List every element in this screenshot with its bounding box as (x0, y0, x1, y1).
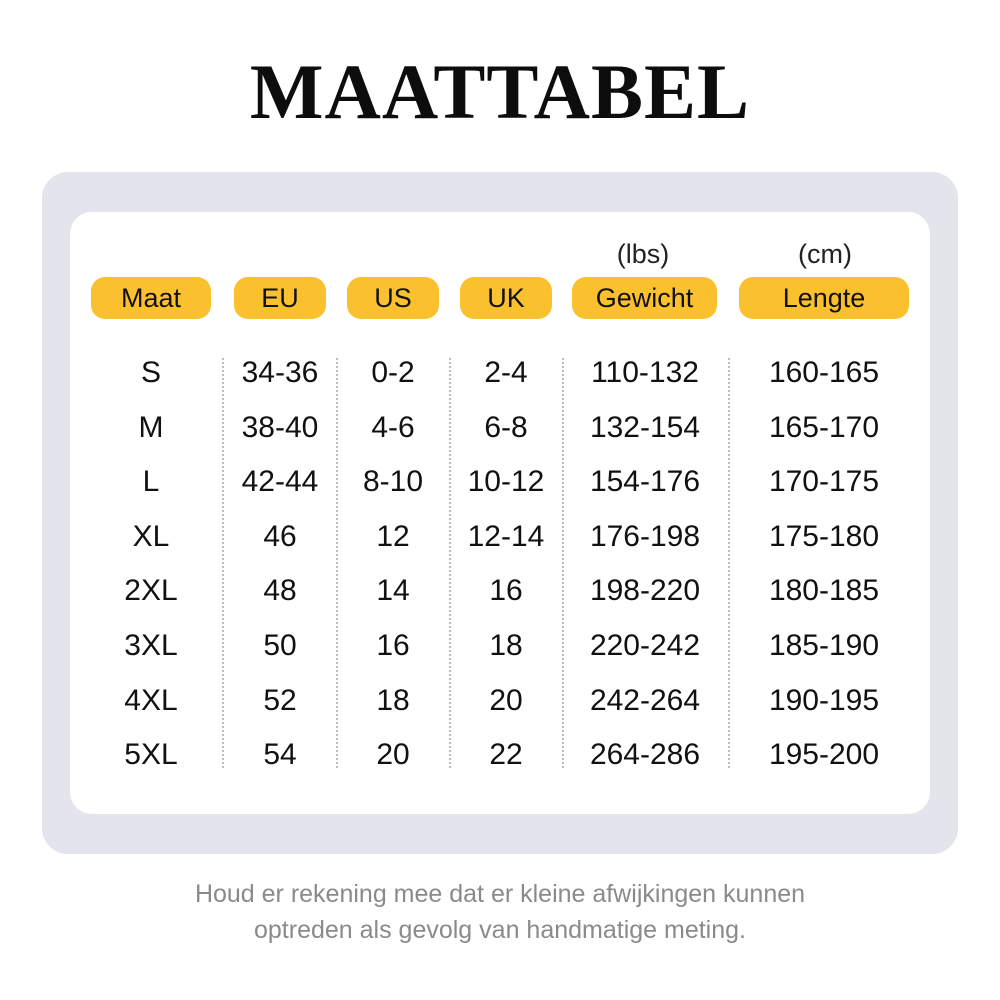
cell-gewicht: 176-198 (589, 519, 701, 553)
header-gewicht: Gewicht (572, 277, 717, 319)
cell-lengte: 180-185 (768, 574, 880, 608)
cell-uk: 12-14 (467, 519, 545, 553)
cell-us: 0-2 (371, 356, 415, 389)
header-lengte: Lengte (739, 277, 909, 319)
cell-maat: XL (132, 519, 170, 553)
header-uk: UK (460, 277, 552, 319)
cell-gewicht: 154-176 (589, 465, 701, 499)
cell-us: 8-10 (362, 465, 424, 499)
cell-us: 18 (376, 683, 410, 717)
cell-uk: 6-8 (484, 410, 528, 444)
cell-uk: 2-4 (484, 356, 528, 389)
unit-label-lengte: (cm) (798, 239, 852, 269)
cell-lengte: 195-200 (768, 738, 880, 772)
cell-gewicht: 242-264 (589, 683, 701, 717)
unit-label-gewicht: (lbs) (616, 239, 670, 269)
cell-eu: 54 (263, 738, 297, 772)
header-eu: EU (234, 277, 326, 319)
cell-gewicht: 132-154 (589, 410, 701, 444)
cell-lengte: 175-180 (768, 519, 880, 553)
cell-eu: 38-40 (241, 410, 319, 444)
cell-lengte: 190-195 (768, 683, 880, 717)
cell-gewicht: 198-220 (589, 574, 701, 608)
cell-maat: M (138, 410, 164, 444)
cell-maat: 5XL (124, 738, 178, 772)
measurement-note (0, 876, 1000, 948)
column-divider (728, 358, 730, 768)
cell-uk: 22 (489, 738, 523, 772)
header-maat: Maat (91, 277, 211, 319)
cell-maat: 4XL (124, 683, 178, 717)
cell-lengte: 160-165 (768, 356, 880, 389)
cell-us: 20 (376, 738, 410, 772)
cell-gewicht: 264-286 (589, 738, 701, 772)
cell-maat: L (142, 465, 160, 499)
note-line-2: optreden als gevolg van handmatige meting. (254, 916, 746, 944)
cell-gewicht: 220-242 (589, 629, 701, 662)
cell-us: 4-6 (371, 410, 415, 444)
cell-maat: S (140, 356, 161, 389)
cell-us: 16 (376, 629, 410, 662)
column-divider (562, 358, 564, 768)
cell-lengte: 165-170 (768, 410, 880, 444)
cell-eu: 50 (263, 629, 297, 662)
cell-uk: 10-12 (467, 465, 545, 499)
cell-us: 12 (376, 519, 410, 553)
header-us: US (347, 277, 439, 319)
cell-uk: 16 (489, 574, 523, 608)
cell-eu: 46 (263, 519, 297, 553)
cell-us: 14 (376, 574, 410, 608)
cell-eu: 52 (263, 683, 297, 717)
page-title: MAATTABEL (249, 48, 751, 135)
cell-uk: 18 (489, 629, 523, 662)
cell-eu: 42-44 (241, 465, 319, 499)
cell-gewicht: 110-132 (591, 356, 699, 389)
cell-maat: 2XL (124, 574, 178, 608)
cell-eu: 34-36 (241, 356, 319, 389)
note-line-1: Houd er rekening mee dat er kleine afwijkingen kunnen (194, 880, 806, 908)
cell-lengte: 185-190 (768, 629, 880, 662)
cell-maat: 3XL (124, 629, 178, 662)
cell-eu: 48 (263, 574, 297, 608)
cell-lengte: 170-175 (768, 465, 880, 499)
cell-uk: 20 (489, 683, 523, 717)
